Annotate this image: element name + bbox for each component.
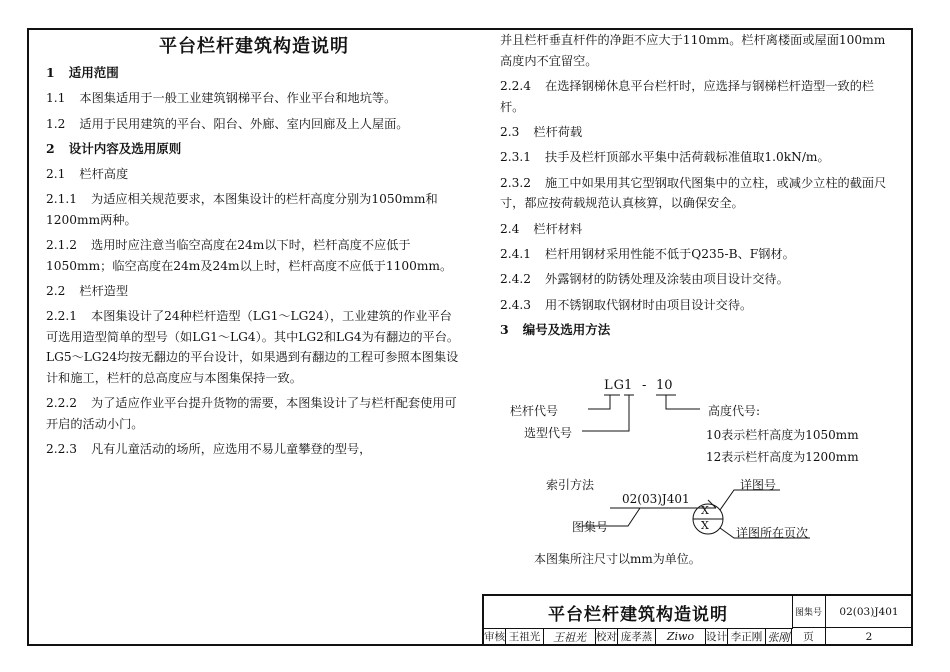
right-column	[500, 30, 895, 345]
left-paragraph	[46, 306, 462, 388]
right-paragraph	[500, 269, 895, 290]
height-12: 12表示栏杆高度为1200mm	[706, 450, 859, 464]
section-number: 1.2	[46, 116, 66, 131]
left-paragraph	[46, 189, 462, 230]
right-paragraph	[500, 244, 895, 265]
design-name: 李正刚	[728, 628, 766, 646]
section-text: 适用范围	[68, 65, 119, 80]
section-text: 栏杆造型	[79, 284, 129, 298]
page-label-cell: 页	[792, 628, 826, 646]
section-text: 选用时应注意当临空高度在24m以下时，栏杆高度不应低于1050mm；临空高度在24m及24m以上时，栏杆高度不应低于1100mm。	[46, 238, 453, 273]
atlas-label: 图集号	[572, 520, 609, 534]
left-paragraph	[46, 439, 462, 460]
atlas-no: 02(03)J401	[622, 492, 690, 506]
section-number: 2.2.4	[500, 79, 532, 93]
left-body	[46, 63, 462, 460]
section-text: 栏杆材料	[533, 221, 583, 236]
section-number: 2	[46, 141, 55, 156]
right-paragraph	[500, 76, 895, 117]
section-number: 2.4.1	[500, 246, 532, 261]
section-number: 2.2.1	[46, 309, 78, 323]
left-paragraph	[46, 88, 462, 109]
page-title: 平台栏杆建筑构造说明	[159, 36, 349, 57]
section-text: 并且栏杆垂直杆件的净距不应大于110mm。栏杆离楼面或屋面100mm高度内不宜留空。	[500, 33, 886, 68]
section-text: 在选择钢梯休息平台栏杆时，应选择与钢梯栏杆造型一致的栏杆。	[500, 79, 875, 114]
code-prefix: LG	[604, 378, 626, 393]
section-text: 扶手及栏杆顶部水平集中活荷载标准值取1.0kN/m。	[545, 150, 830, 164]
section-number: 2.4	[500, 221, 520, 236]
section-text: 凡有儿童活动的场所，应选用不易儿童攀登的型号，	[91, 442, 372, 456]
check-signature: Ziwo	[656, 628, 706, 646]
section-number: 3	[500, 322, 509, 337]
left-heading	[46, 63, 462, 83]
atlas-value-cell: 02(03)J401	[826, 596, 913, 628]
height-10: 10表示栏杆高度为1050mm	[706, 428, 859, 442]
label-style: 选型代号	[524, 426, 573, 440]
label-height: 高度代号:	[708, 404, 761, 418]
right-paragraph	[500, 295, 895, 316]
right-paragraph	[500, 173, 895, 214]
section-text: 栏杆用钢材采用性能不低于Q235-B、F钢材。	[545, 246, 795, 261]
unit-note: 本图集所注尺寸以mm为单位。	[534, 552, 701, 566]
section-number: 2.1.2	[46, 238, 78, 252]
title-block	[482, 594, 913, 646]
code-dash: -	[642, 378, 647, 393]
label-rail: 栏杆代号	[510, 404, 559, 418]
code-mid: 1	[624, 378, 633, 393]
left-column	[46, 32, 462, 465]
section-text: 栏杆荷载	[533, 125, 583, 139]
section-text: 栏杆高度	[79, 167, 129, 181]
section-number: 2.1	[46, 167, 66, 181]
title-block-title: 平台栏杆建筑构造说明	[484, 596, 793, 629]
atlas-label-cell: 图集号	[792, 596, 826, 628]
design-signature: 张刚	[766, 628, 792, 646]
section-text: 本图集适用于一般工业建筑钢梯平台、作业平台和地坑等。	[79, 91, 397, 105]
right-paragraph	[500, 147, 895, 168]
circle-top: X	[701, 504, 709, 517]
section-text: 编号及选用方法	[522, 322, 611, 337]
section-number: 2.2.3	[46, 442, 78, 456]
page-value-cell: 2	[826, 628, 913, 646]
section-text: 本图集设计了24种栏杆造型（LG1～LG24），工业建筑的作业平台可选用造型简单的型号（如LG1～LG4）。其中LG2和LG4为有翻边的平台。LG5～LG24均按无翻边的平台设计，如果遇到有翻边的工程可参照本图集设计和施工，栏杆的总高度应与本图集保持一致。	[46, 309, 460, 385]
index-title: 索引方法	[546, 478, 595, 492]
right-heading	[500, 219, 895, 239]
section-number: 2.2.2	[46, 396, 78, 410]
left-paragraph	[46, 235, 462, 276]
section-number: 1	[46, 65, 55, 80]
section-number: 2.4.2	[500, 272, 532, 286]
check-label: 校对	[596, 628, 618, 646]
circle-bottom: X	[701, 519, 709, 532]
left-heading	[46, 139, 462, 159]
right-paragraph	[500, 30, 895, 71]
section-number: 2.1.1	[46, 192, 78, 206]
review-label: 审核	[484, 628, 506, 646]
code-suffix: 10	[656, 378, 673, 393]
section-text: 为了适应作业平台提升货物的需要，本图集设计了与栏杆配套使用可开启的活动小门。	[46, 396, 457, 431]
section-number: 2.4.3	[500, 297, 532, 312]
section-text: 适用于民用建筑的平台、阳台、外廊、室内回廊及上人屋面。	[79, 116, 409, 131]
check-name: 庞孝蒸	[618, 628, 656, 646]
section-number: 2.2	[46, 284, 66, 298]
left-heading	[46, 281, 462, 301]
section-text: 设计内容及选用原则	[68, 141, 182, 156]
left-paragraph	[46, 114, 462, 135]
design-label: 设计	[706, 628, 728, 646]
section-number: 2.3.2	[500, 175, 532, 190]
section-text: 为适应相关规范要求，本图集设计的栏杆高度分别为1050mm和1200mm两种。	[46, 192, 438, 227]
section-number: 1.1	[46, 91, 66, 105]
right-heading	[500, 122, 895, 142]
section-number: 2.3	[500, 125, 520, 139]
review-signature: 王祖光	[544, 628, 596, 646]
left-paragraph	[46, 393, 462, 434]
page-label: 详图所在页次	[736, 526, 809, 540]
review-name: 王祖光	[506, 628, 544, 646]
section-text: 施工中如果用其它型钢取代图集中的立柱，或减少立柱的截面尺寸，都应按荷载规范认真核算，以确保安全。	[500, 175, 887, 210]
right-body	[500, 30, 895, 340]
section-number: 2.3.1	[500, 150, 532, 164]
section-text: 外露钢材的防锈处理及涂装由项目设计交待。	[545, 272, 789, 286]
left-heading	[46, 164, 462, 184]
detail-no-label: 详图号	[740, 478, 777, 492]
right-heading	[500, 320, 895, 340]
numbering-diagram	[510, 378, 890, 578]
section-text: 用不锈钢取代钢材时由项目设计交待。	[545, 297, 753, 312]
